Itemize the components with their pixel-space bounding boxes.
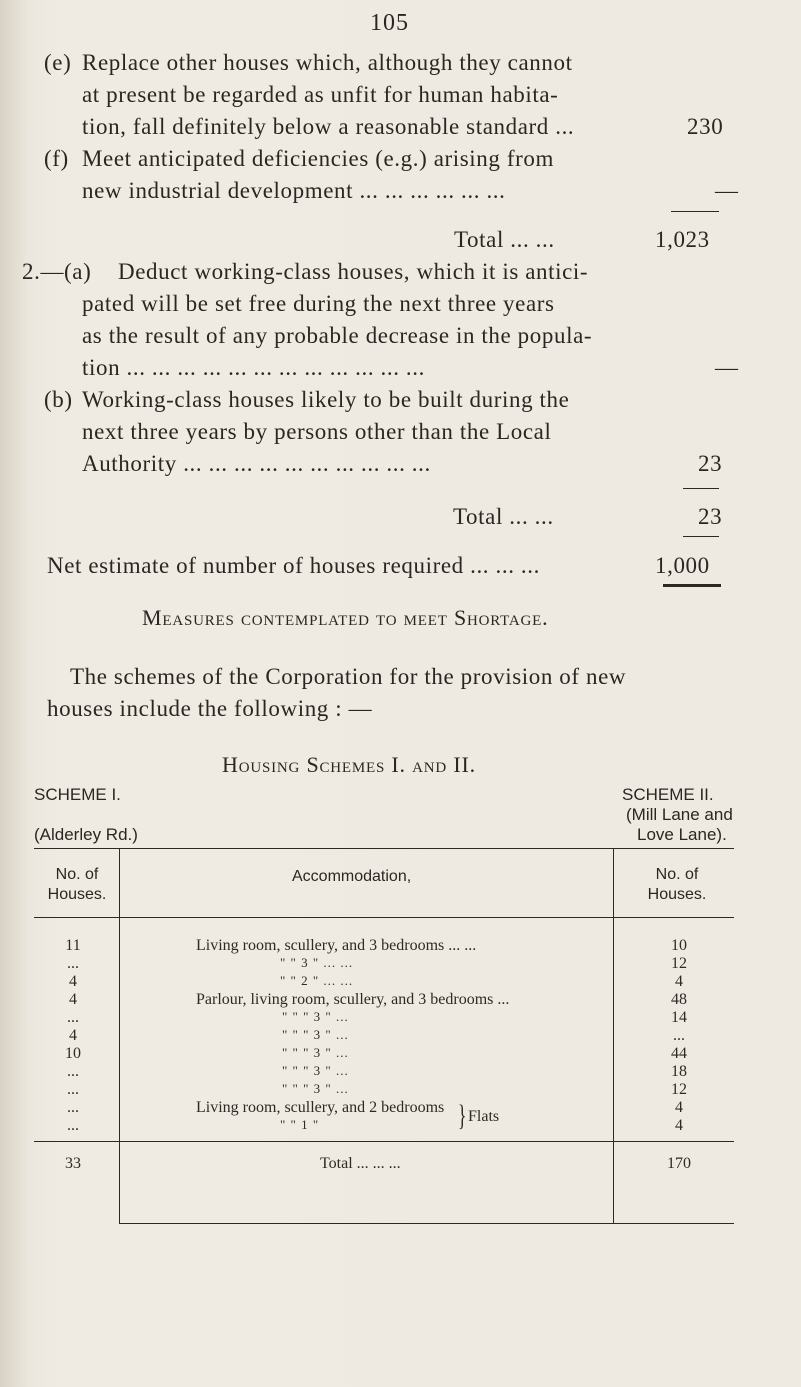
row-3-left: 4 [69,973,77,990]
row-9-right: 12 [671,1081,687,1098]
table-bottom-rule [119,1223,734,1224]
row-1-desc: Living room, scullery, and 3 bedrooms ... ... [196,937,477,954]
intro-line-1: The schemes of the Corporation for the provision of new [70,664,627,689]
scheme-1-title: SCHEME I. [34,785,121,804]
row-10-left: ... [67,1099,79,1116]
item-2a-line-2: pated will be set free during the next three years [82,291,555,316]
total-1-value: 1,023 [655,227,710,252]
row-3-desc: " " 2 " ... ... [280,973,354,988]
item-f-label: (f) [44,146,69,171]
row-11-right: 4 [675,1117,683,1134]
row-3-right: 4 [675,973,683,990]
item-2a-line-4: tion ... ... ... ... ... ... ... ... ... ... ... ... [82,355,425,380]
item-2a-line-1: Deduct working-class houses, which it is antici- [118,259,589,284]
row-4-desc: Parlour, living room, scullery, and 3 bedrooms ... [196,991,510,1008]
col-3-header-line-1: No. of [655,866,699,883]
item-e-line-3: tion, fall definitely below a reasonable standard ... [82,114,575,139]
flats-label: Flats [468,1108,500,1125]
item-f-line-2: new industrial development ... ... ... ... ... ... [82,178,506,203]
col-1-header-line-2: Houses. [47,886,107,903]
table-total-left: 33 [65,1155,81,1172]
scheme-2-sub-1: (Mill Lane and [626,805,733,824]
header-bottom-rule [34,917,734,918]
item-2a-value: — [715,355,739,380]
col-1-header-line-1: No. of [55,866,99,883]
row-2-right: 12 [671,955,687,972]
flats-brace: } [457,1099,467,1132]
row-10-desc: Living room, scullery, and 2 bedrooms [196,1099,445,1116]
row-6-desc: " " " 3 " ... [282,1027,349,1042]
item-2a-label: 2.—(a) [22,259,92,284]
total-1-label: Total ... ... [454,227,555,252]
row-5-right: 14 [671,1009,687,1026]
item-e-value: 230 [687,114,724,139]
row-1-right: 10 [671,937,687,954]
table-top-rule [34,848,734,849]
item-e-line-2: at present be regarded as unfit for human habita- [82,82,559,107]
row-4-right: 48 [671,991,687,1008]
row-8-left: ... [67,1063,79,1080]
row-11-left: ... [67,1117,79,1134]
col-2-header: Accommodation, [292,868,412,885]
scheme-2-sub-2: Love Lane). [637,825,727,844]
item-b-line-3: Authority ... ... ... ... ... ... ... ... ... ... [82,451,431,476]
table-col-divider-2 [613,848,614,1224]
table-total-rule [34,1141,734,1142]
row-2-desc: " " 3 " ... ... [280,955,354,970]
scheme-1-sub: (Alderley Rd.) [34,825,138,844]
row-2-left: ... [67,955,79,972]
measures-heading: Measures contemplated to meet Shortage. [142,605,549,630]
row-11-desc: " " 1 " [280,1117,320,1132]
total-2-value: 23 [698,504,723,529]
item-f-line-1: Meet anticipated deficiencies (e.g.) arising from [82,146,554,171]
table-col-divider-1 [119,848,120,1224]
row-8-right: 18 [671,1063,687,1080]
double-rule-net [663,584,721,587]
total-2-label: Total ... ... [453,504,554,529]
row-5-desc: " " " 3 " ... [282,1009,349,1024]
item-e-line-1: Replace other houses which, although they cannot [82,50,573,75]
col-3-header-line-2: Houses. [647,886,707,903]
row-4-left: 4 [69,991,77,1008]
item-b-line-2: next three years by persons other than the Local [82,419,552,444]
rule-above-net [683,536,719,537]
row-7-left: 10 [65,1045,81,1062]
page-number: 105 [370,10,409,36]
item-b-line-1: Working-class houses likely to be built during the [82,387,570,412]
table-total-label: Total ... ... ... [320,1155,401,1172]
row-6-right: ... [673,1027,685,1044]
item-f-value: — [715,178,739,203]
item-b-label: (b) [44,387,73,412]
row-6-left: 4 [69,1027,77,1044]
item-b-value: 23 [698,451,723,476]
row-1-left: 11 [65,937,81,954]
row-7-right: 44 [671,1045,687,1062]
row-7-desc: " " " 3 " ... [282,1045,349,1060]
scheme-2-title: SCHEME II. [622,785,714,804]
row-8-desc: " " " 3 " ... [282,1063,349,1078]
row-10-right: 4 [675,1099,683,1116]
row-5-left: ... [67,1009,79,1026]
row-9-desc: " " " 3 " ... [282,1081,349,1096]
rule-above-total-2 [683,488,719,489]
row-9-left: ... [67,1081,79,1098]
rule-above-total-1 [671,211,719,212]
net-estimate-label: Net estimate of number of houses required ... ... ... [47,553,540,578]
item-e-label: (e) [44,50,72,75]
net-estimate-value: 1,000 [655,553,710,578]
housing-schemes-heading: Housing Schemes I. and II. [222,752,476,777]
table-total-right: 170 [667,1155,691,1172]
intro-line-2: houses include the following : — [47,696,373,721]
item-2a-line-3: as the result of any probable decrease in the popula- [82,323,593,348]
